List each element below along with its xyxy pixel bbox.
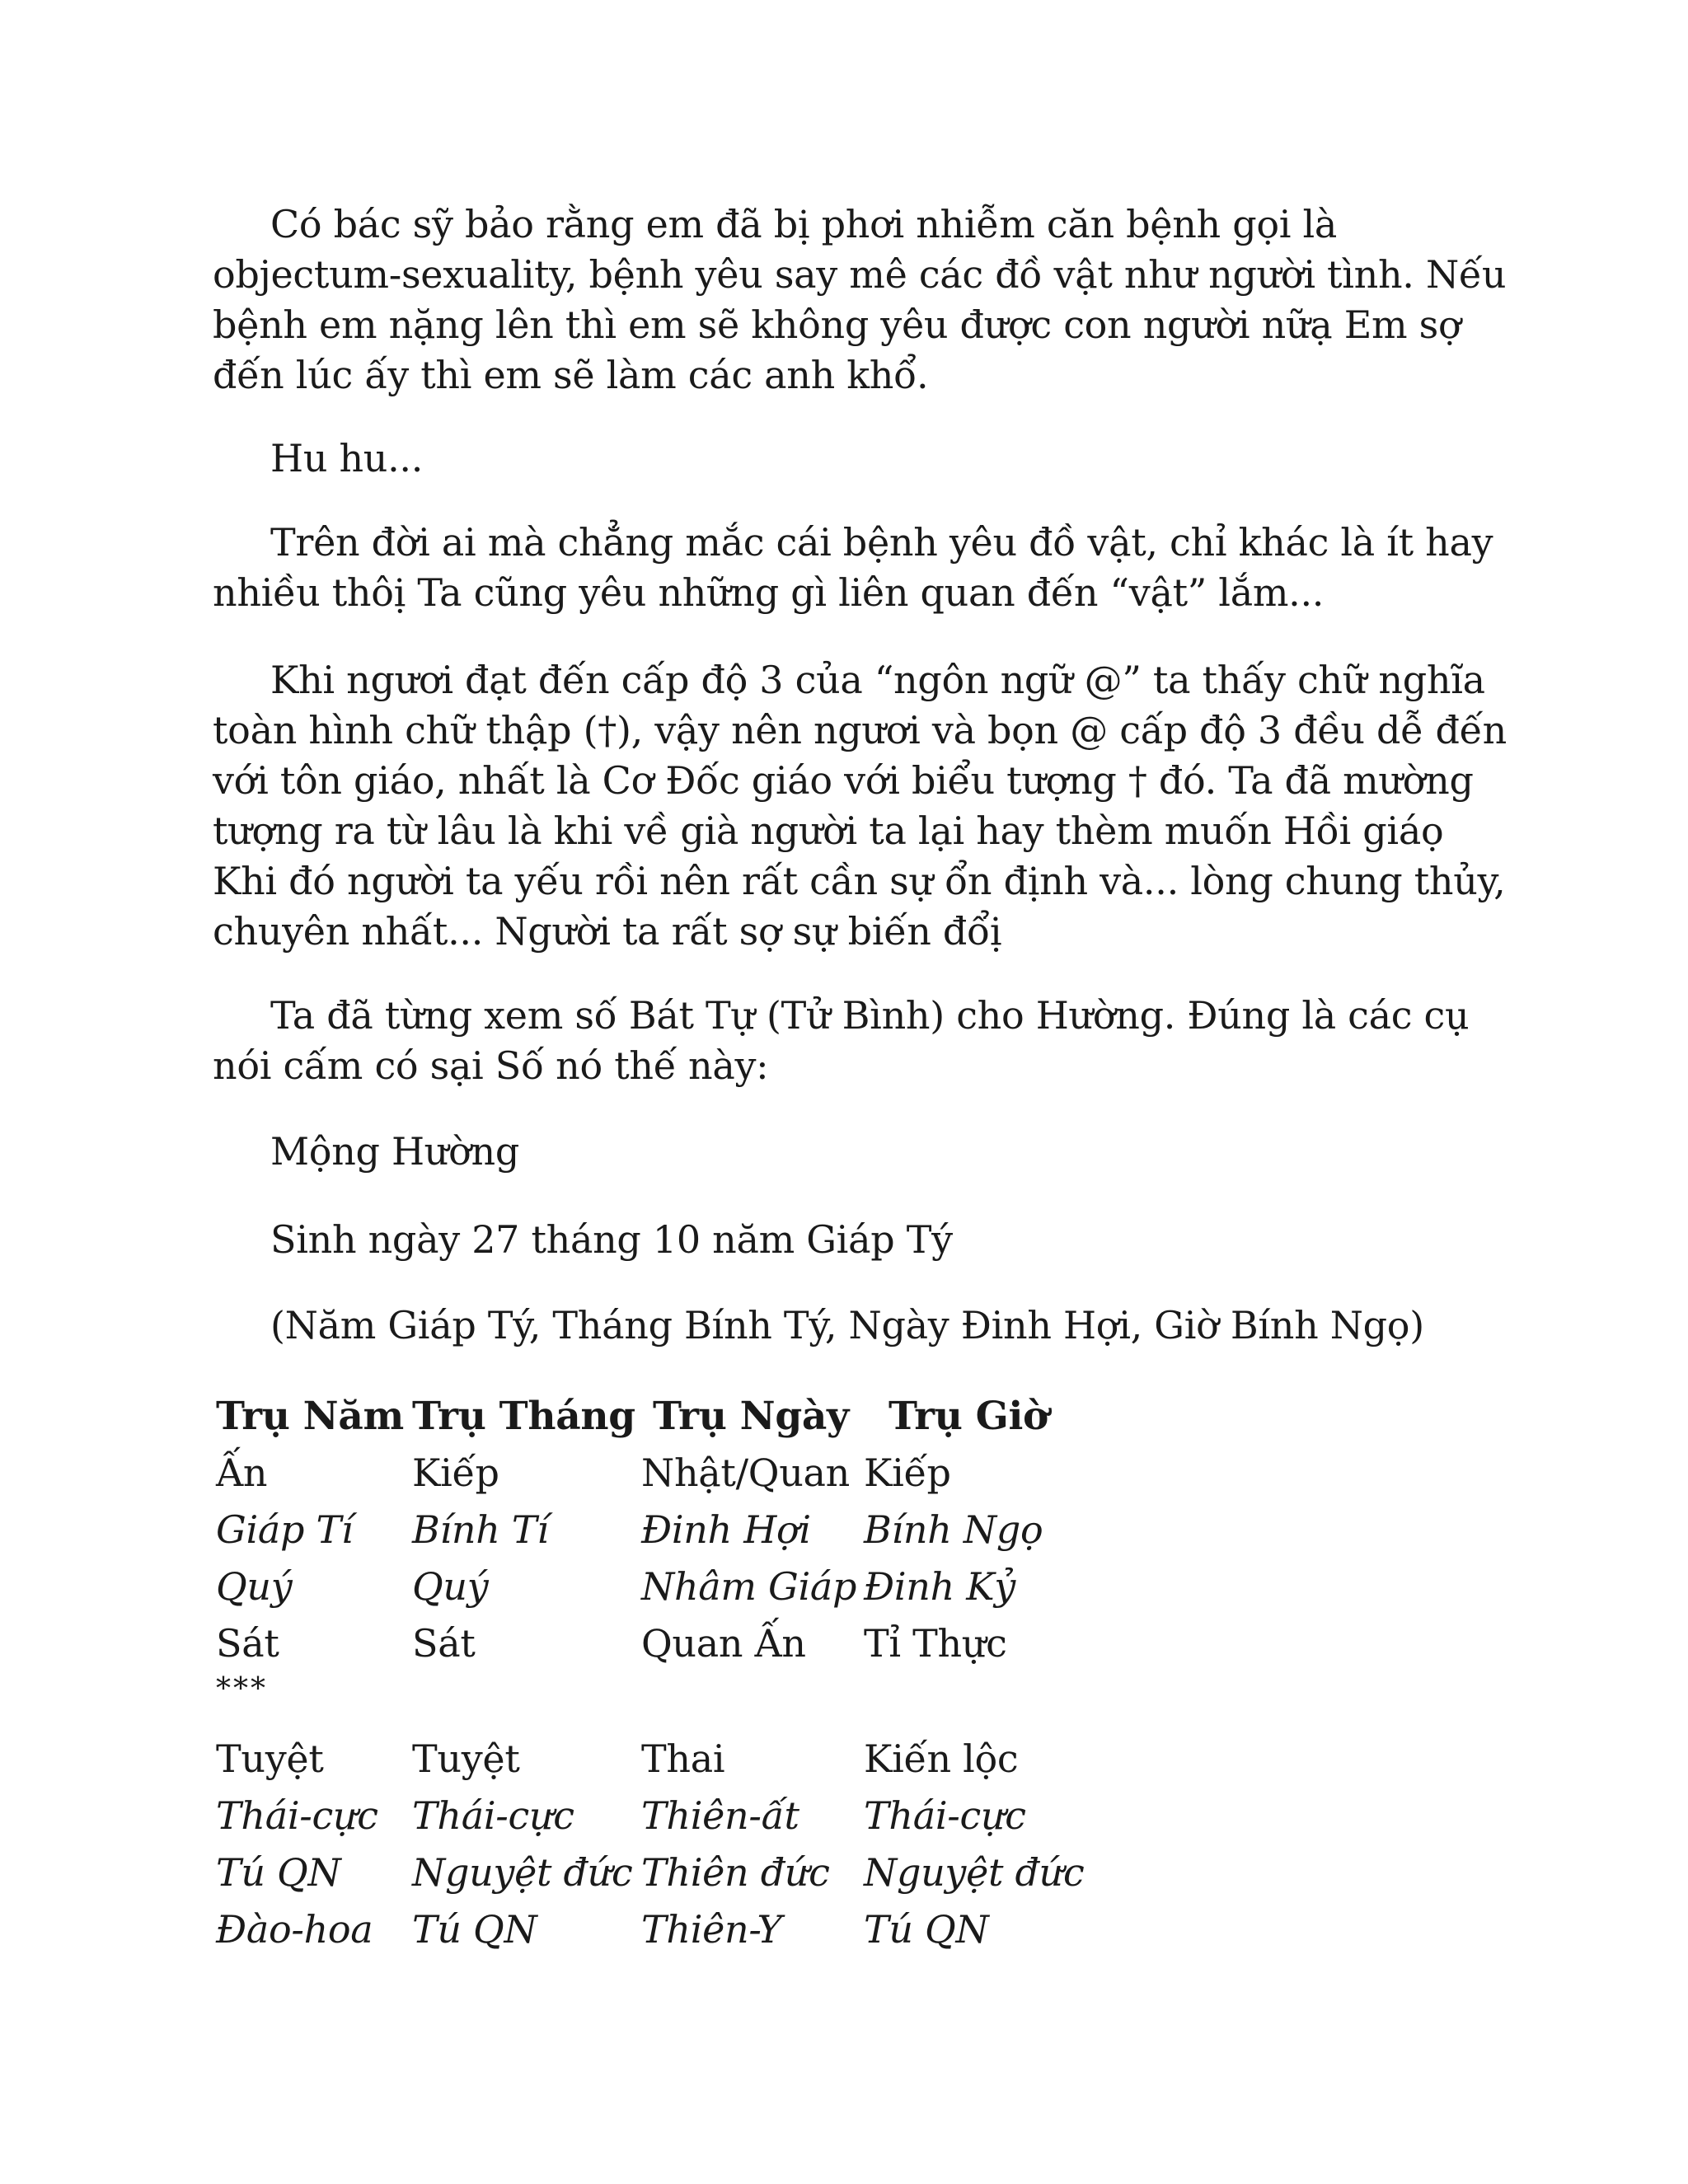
table-cell: Quan Ấn <box>641 1621 806 1666</box>
table-cell: Thai <box>641 1736 725 1781</box>
pillars-summary-line: (Năm Giáp Tý, Tháng Bính Tý, Ngày Đinh Hợi, Giờ Bính Ngọ) <box>270 1303 1424 1347</box>
paragraph-4 <box>213 655 1507 957</box>
table-header-month: Trụ Tháng <box>412 1394 635 1439</box>
table-cell: Kiếp <box>412 1451 499 1495</box>
table-cell: Đinh Kỷ <box>864 1564 1015 1609</box>
table-cell: Thiên-Y <box>641 1907 782 1952</box>
paragraph-4-line-2: toàn hình chữ thập (†), vậy nên ngươi và bọn @ cấp độ 3 đều dễ đến <box>213 708 1507 752</box>
name-line: Mộng Hường <box>270 1129 519 1174</box>
table-cell: Kiếp <box>864 1451 951 1495</box>
paragraph-1-line-2: objectum-sexuality, bệnh yêu say mê các đồ vật như người tình. Nếu <box>213 252 1507 297</box>
paragraph-5 <box>213 991 1498 1091</box>
table-cell: Nhật/Quan <box>641 1451 850 1495</box>
paragraph-4-line-6: chuyên nhất... Người ta rất sợ sự biến đổị <box>213 909 1002 954</box>
paragraph-5-line-2: nói cấm có sại Số nó thế này: <box>213 1043 769 1088</box>
paragraph-1-line-1: Có bác sỹ bảo rằng em đã bị phơi nhiễm căn bệnh gọi là <box>270 202 1338 246</box>
table-cell: Thái-cực <box>216 1793 378 1838</box>
table-cell: Ấn <box>216 1451 268 1495</box>
paragraph-1 <box>213 199 1507 401</box>
table-cell: Nguyệt đức <box>412 1850 633 1895</box>
birth-date-line: Sinh ngày 27 tháng 10 năm Giáp Tý <box>270 1217 953 1262</box>
table-header-day: Trụ Ngày <box>653 1394 850 1439</box>
table-cell: Thiên đức <box>641 1850 830 1895</box>
table-cell: Thái-cực <box>412 1793 574 1838</box>
paragraph-3-line-1: Trên đời ai mà chẳng mắc cái bệnh yêu đồ vật, chỉ khác là ít hay <box>270 520 1493 565</box>
table-cell: Thái-cực <box>864 1793 1026 1838</box>
table-cell: Kiến lộc <box>864 1736 1019 1781</box>
table-cell: Quý <box>216 1564 293 1609</box>
table-cell: Tuyệt <box>412 1736 520 1781</box>
table-cell: Giáp Tí <box>216 1507 354 1552</box>
paragraph-4-line-4: tượng ra từ lâu là khi về già người ta lại hay thèm muốn Hồi giáọ <box>213 808 1444 853</box>
table-cell: Tú QN <box>216 1850 341 1895</box>
table-header-hour: Trụ Giờ <box>889 1394 1049 1439</box>
table-cell: Bính Ngọ <box>864 1507 1043 1552</box>
paragraph-1-line-4: đến lúc ấy thì em sẽ làm các anh khổ. <box>213 353 929 397</box>
table-cell: Sát <box>412 1621 476 1666</box>
table-cell: Bính Tí <box>412 1507 549 1552</box>
table-cell: Sát <box>216 1621 279 1666</box>
table-cell: Quý <box>412 1564 489 1609</box>
table-cell: Thiên-ất <box>641 1793 799 1838</box>
paragraph-3-line-2: nhiều thôị Ta cũng yêu những gì liên quan đến “vật” lắm... <box>213 570 1325 615</box>
paragraph-2: Hu hu... <box>270 436 424 480</box>
table-cell: Nguyệt đức <box>864 1850 1085 1895</box>
table-cell: Tuyệt <box>216 1736 324 1781</box>
paragraph-4-line-5: Khi đó người ta yếu rồi nên rất cần sự ổn định và... lòng chung thủy, <box>213 859 1506 903</box>
table-cell: Tú QN <box>864 1907 989 1952</box>
table-cell: Đào-hoa <box>216 1907 373 1952</box>
paragraph-1-line-3: bệnh em nặng lên thì em sẽ không yêu được con người nữạ Em sợ <box>213 302 1461 347</box>
table-separator: *** <box>216 1672 268 1706</box>
table-cell: Nhâm Giáp <box>641 1564 857 1609</box>
table-header-year: Trụ Năm <box>216 1394 404 1439</box>
table-cell: Tú QN <box>412 1907 537 1952</box>
table-cell: Đinh Hợi <box>641 1507 811 1552</box>
paragraph-4-line-3: với tôn giáo, nhất là Cơ Đốc giáo với biểu tượng † đó. Ta đã mường <box>213 758 1474 803</box>
paragraph-3 <box>213 518 1498 618</box>
table-cell: Tỉ Thực <box>864 1621 1007 1666</box>
paragraph-5-line-1: Ta đã từng xem số Bát Tự (Tử Bình) cho Hường. Đúng là các cụ <box>270 993 1470 1038</box>
paragraph-4-line-1: Khi ngươi đạt đến cấp độ 3 của “ngôn ngữ @” ta thấy chữ nghĩa <box>270 658 1485 702</box>
